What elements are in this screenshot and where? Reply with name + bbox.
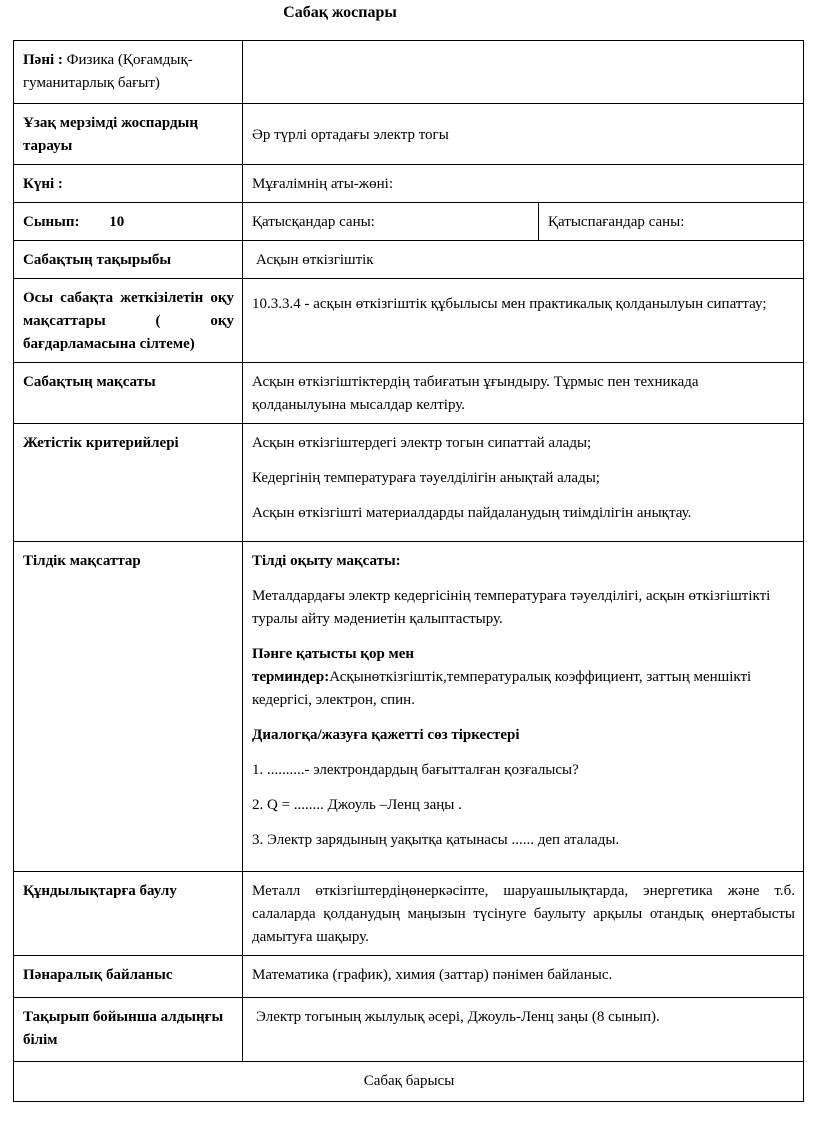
- objectives-text: 10.3.3.4 - асқын өткізгіштік құбылысы мен практикалық қолданылуын сипаттау;: [252, 296, 767, 312]
- lesson-goal-label: Сабақтың мақсаты: [14, 363, 243, 424]
- subject-empty-cell: [243, 41, 804, 104]
- prior-knowledge-value: Электр тогының жылулық әсері, Джоуль-Ленц заңы (8 сынып).: [243, 998, 804, 1062]
- row-lesson-goal: [14, 363, 804, 424]
- terms-heading: Пәнге қатысты қор мен: [252, 646, 415, 662]
- criteria-list: [243, 424, 804, 542]
- terms-text: [252, 666, 795, 712]
- objectives-value: [243, 279, 804, 363]
- row-objectives: [14, 279, 804, 363]
- row-progress: [14, 1062, 804, 1102]
- topic-value: Асқын өткізгіштік: [243, 241, 804, 279]
- date-label: Күні :: [14, 165, 243, 203]
- criteria-label: Жетістік критерийлері: [14, 424, 243, 542]
- lesson-plan-table: [13, 40, 804, 1102]
- criteria-item: Асқын өткізгіштердегі электр тогын сипаттай алады;: [252, 435, 592, 451]
- language-goal-text: Металдардағы электр кедергісінің температураға тәуелділігі, асқын өткізгіштікті туралы айту мәдениетін қалыптастыру.: [252, 588, 771, 627]
- row-class: [14, 203, 804, 241]
- lesson-progress-heading: Сабақ барысы: [14, 1062, 804, 1102]
- row-topic: [14, 241, 804, 279]
- class-label: Сынып:: [23, 214, 80, 230]
- row-date: [14, 165, 804, 203]
- topic-label: Сабақтың тақырыбы: [14, 241, 243, 279]
- language-content: [243, 542, 804, 872]
- row-criteria: [14, 424, 804, 542]
- row-subject: [14, 41, 804, 104]
- absent-count-label: Қатыспағандар саны:: [539, 203, 804, 241]
- teacher-name-label: Мұғалімнің аты-жөні:: [243, 165, 804, 203]
- page-title: Сабақ жоспары: [283, 4, 397, 21]
- row-language: [14, 542, 804, 872]
- subject-value: Физика (Қоғамдық-гуманитарлық бағыт): [23, 52, 193, 91]
- row-long-term: [14, 104, 804, 165]
- interdisciplinary-value: Математика (график), химия (заттар) пәнімен байланыс.: [243, 956, 804, 998]
- phrases-heading: Диалогқа/жазуға қажетті сөз тіркестері: [252, 727, 520, 743]
- criteria-item: Асқын өткізгішті материалдарды пайдаланудың тиімділігін анықтау.: [252, 505, 692, 521]
- phrase-item: 2. Q = ........ Джоуль –Ленц заңы .: [252, 797, 462, 813]
- subject-label: Пәні :: [23, 52, 63, 68]
- terms-heading-label: терминдер:: [252, 669, 330, 685]
- values-label: Құндылықтарға баулу: [14, 872, 243, 956]
- terms-list: Асқынөткізгіштік,температуралық коэффициент, заттың меншікті кедергісі, электрон, спин.: [252, 669, 752, 708]
- language-heading: Тілді оқыту мақсаты:: [252, 553, 401, 569]
- lesson-goal-value: Асқын өткізгіштіктердің табиғатын ұғындыру. Тұрмыс пен техникада қолданылуына мысалдар келтіру.: [243, 363, 804, 424]
- row-values: [14, 872, 804, 956]
- interdisciplinary-label: Пәнаралық байланыс: [14, 956, 243, 998]
- class-cell: [14, 203, 243, 241]
- long-term-value: Әр түрлі ортадағы электр тогы: [243, 104, 804, 165]
- phrase-item: 1. ..........- электрондардың бағытталған қозғалысы?: [252, 762, 579, 778]
- present-count-label: Қатысқандар саны:: [243, 203, 539, 241]
- language-label: Тілдік мақсаттар: [14, 542, 243, 872]
- objectives-label: Осы сабақта жеткізілетін оқу мақсаттары ( оқу бағдарламасына сілтеме): [14, 279, 243, 363]
- values-value: Металл өткізгіштердіңөнеркәсіпте, шаруашылықтарда, энергетика және т.б. салаларда қолданудың маңызын түсінуге баулыту арқылы отандық өнертабысты дамытуға шақыру.: [243, 872, 804, 956]
- long-term-label: Ұзақ мерзімді жоспардың тарауы: [14, 104, 243, 165]
- subject-cell: [14, 41, 243, 104]
- class-number: 10: [109, 214, 125, 230]
- prior-knowledge-label: Тақырып бойынша алдыңғы білім: [14, 998, 243, 1062]
- criteria-item: Кедергінің температураға тәуелділігін анықтай алады;: [252, 470, 600, 486]
- row-interdisciplinary: [14, 956, 804, 998]
- phrase-item: 3. Электр зарядының уақытқа қатынасы ...... деп аталады.: [252, 832, 620, 848]
- row-prior-knowledge: [14, 998, 804, 1062]
